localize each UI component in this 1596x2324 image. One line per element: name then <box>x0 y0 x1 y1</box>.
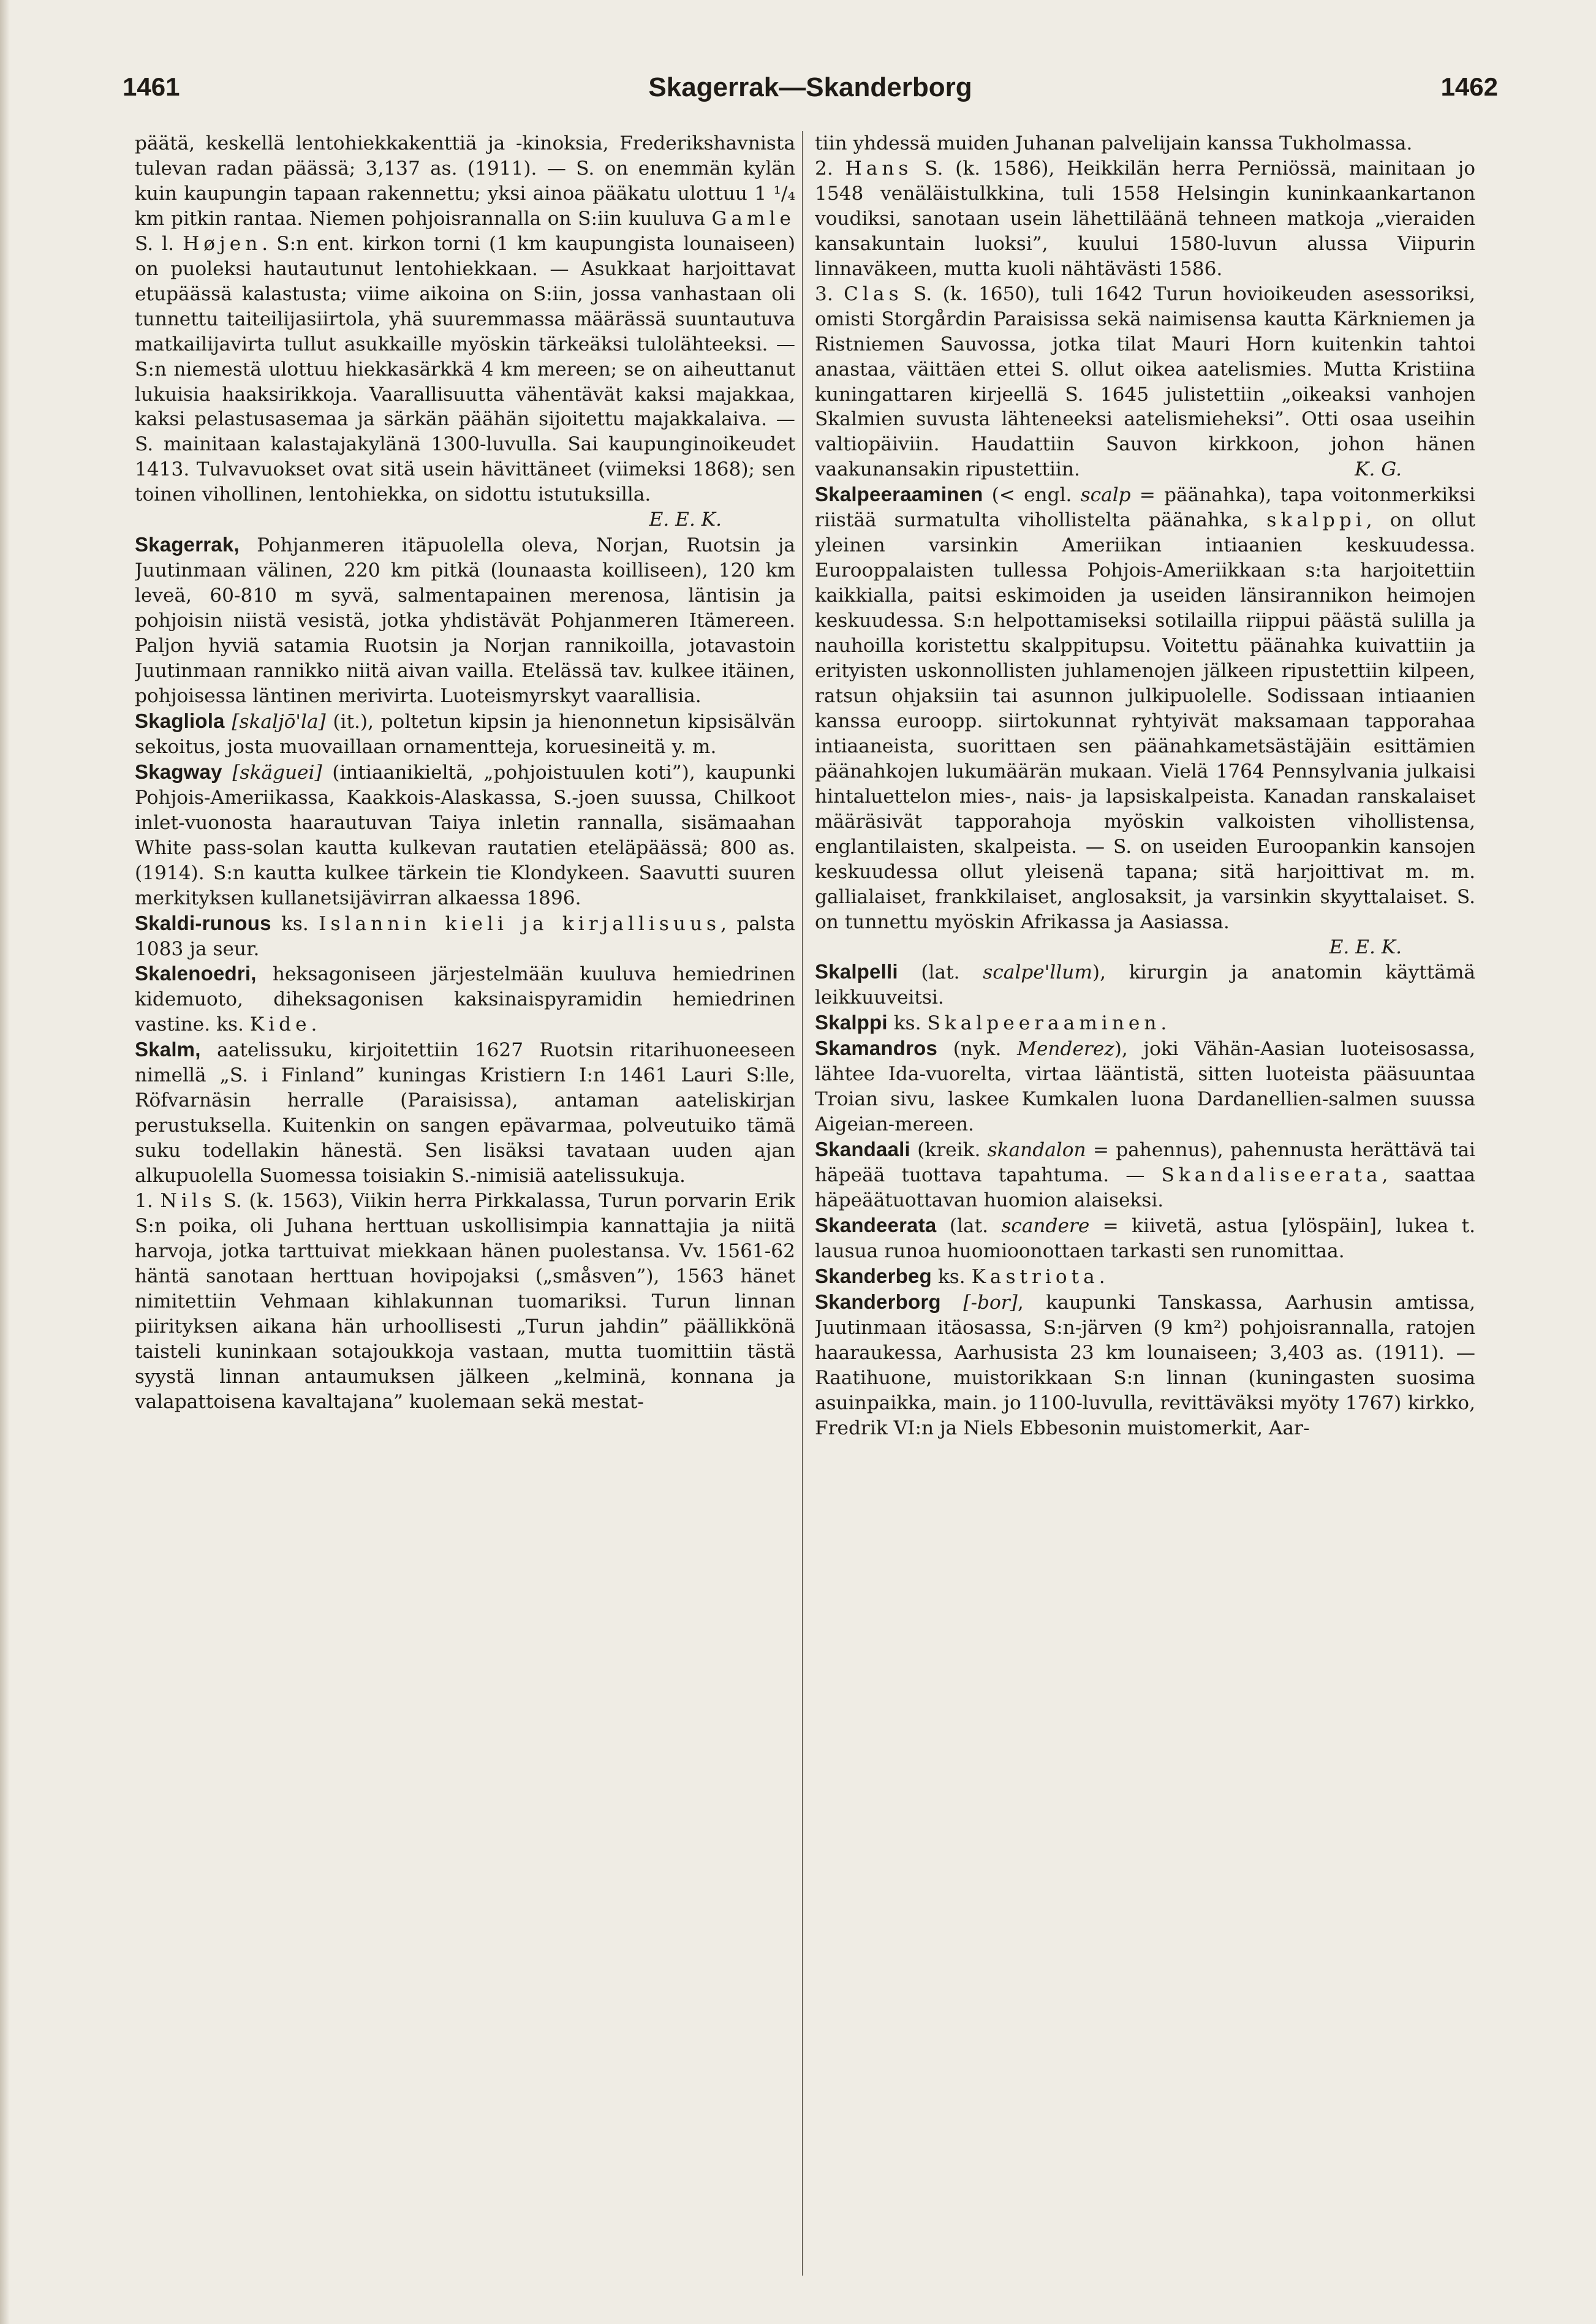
author-signature: E. E. K. <box>1329 936 1402 958</box>
page-number-right: 1462 <box>1440 72 1498 101</box>
page-header <box>123 72 1498 121</box>
entry-paragraph: Skagway [skäguei] (intiaanikieltä, „pohjoistuulen koti”), kaupunki Pohjois-Ameriikassa, Kaakkois-Alaskassa, S.-joen suussa, Chilkoot inlet-vuonosta haarautuvan Taiya inletin rannalla, sisämaahan White pass-solan kautta kulkevan rautatien eteläpäässä; 800 as. (1914). S:n kautta kulkee tärkein tie Klondykeen. Saavutti suuren merkityksen kullanetsijävirran alkaessa 1896. <box>135 760 795 909</box>
entry-paragraph: Skandeerata (lat. scandere = kiivetä, astua [ylöspäin], lukea t. lausua runoa huomioonottaen tarkasti sen runomittaa. <box>815 1213 1475 1262</box>
entry-paragraph: tiin yhdessä muiden Juhanan palvelijain kanssa Tukholmassa. <box>815 132 1413 154</box>
entry-paragraph: Skandaali (kreik. skandalon = pahennus), pahennusta herättävä tai häpeää tuottava tapahtuma. — Skandaliseerata, saattaa häpeäätuottavan huomion alaiseksi. <box>815 1138 1475 1212</box>
entry-paragraph: Skaldi-runous ks. Islannin kieli ja kirjallisuus, palsta 1083 ja seur. <box>135 911 795 960</box>
entry-paragraph: Skamandros (nyk. Menderez), joki Vähän-Aasian luoteisosassa, lähtee Ida-vuorelta, virtaa lääntistä, sitten luoteista pääsuuntaa Troian sivu, laskee Kumkalen luona Dardanellien-salmen suussa Aigeian-mereen. <box>815 1037 1475 1136</box>
author-signature: E. E. K. <box>649 509 722 531</box>
entry-paragraph: Skalm, aatelissuku, kirjoitettiin 1627 Ruotsin ritarihuoneeseen nimellä „S. i Finland” kuningas Kristiern I:n 1461 Lauri S:lle, Röfvarnäsin herralle (Paraisissa), antaman aateliskirjan perustuksella. Kuitenkin on sangen epävarmaa, polveutuiko tämä suku todellakin hänestä. Sen lisäksi tavataan uuden ajan alkupuolella Suomessa toisiakin S.-nimisiä aatelissukuja. <box>135 1038 795 1187</box>
entry-paragraph: Skalpeeraaminen (< engl. scalp = päänahka), tapa voitonmerkiksi riistää surmatulta vihollistelta päänahka, skalppi, on ollut yleinen varsinkin Ameriikan intiaanien keskuudessa. Eurooppalaisten tullessa Pohjois-Ameriikkaan s:ta harjoitettiin kaikkialla, paitsi eskimoiden ja useiden länsirannikon heimojen keskuudessa. S:n helpottamiseksi sotilailla riippui päästä sulilla ja nauhoilla koristettu skalppitupsu. Voitettu päänahka kuivattiin ja erityisten uskonnollisten juhlamenojen jälkeen ripustettiin kilpeen, ratsun ohjaksiin tai asunnon julkipuolelle. Sodissaan intiaanien kanssa euroopp. siirtokunnat ryhtyivät maksamaan tapporahaa intiaaneista, suorittaen sen päänahkametsästäjäin esittämien päänahkojen lukumäärän mukaan. Vielä 1764 Pennsylvania julkaisi hintaluettelon mies-, nais- ja lapsiskalpeista. Kanadan ranskalaiset määräsivät tapporahoja myöskin valkoisten vihollistensa, englantilaisten, skalpeista. — S. on useiden Euroopankin kansojen keskuudessa ollut yleisenä tapana; sitä harjoittivat m. m. gallialaiset, frankkilaiset, anglosaksit, ja varsinkin skyyttalaiset. S. on tunnettu myöskin Afrikassa ja Aasiassa. <box>815 483 1475 933</box>
entry-paragraph: päätä, keskellä lentohiekkakenttiä ja -kinoksia, Frederikshavnista tulevan radan päässä; 3,137 as. (1911). — S. on enemmän kylän kuin kaupungin tapaan rakennettu; yksi ainoa pääkatu ulottuu 1 ¹/₄ km pitkin rantaa. Niemen pohjoisrannalla on S:iin kuuluva Gamle S. l. Højen. S:n ent. kirkon torni (1 km kaupungista lounaiseen) on puoleksi hautautunut lentohiekkaan. — Asukkaat harjoittavat etupäässä kalastusta; viime aikoina on S:iin, jossa vanhastaan oli tunnettu taiteilijasiirtola, yhä suuremmassa määrässä suuntautuva matkailijavirta tullut asukkaille myöskin tärkeäksi tulolähteeksi. — S:n niemestä ulottuu hiekkasärkkä 4 km mereen; se on aiheuttanut lukuisia haaksirikkoja. Vaarallisuutta vähentävät kaksi majakkaa, kaksi pelastusasemaa ja särkän päähän sijoitettu majakkalaiva. — S. mainitaan kalastajakylänä 1300-luvulla. Sai kaupunginoikeudet 1413. Tulvavuokset ovat sitä usein hävittäneet (viimeksi 1868); sen toinen vihollinen, lentohiekka, on sidottu istutuksilla. <box>135 132 795 506</box>
left-column <box>135 131 795 2288</box>
entry-paragraph: Skagerrak, Pohjanmeren itäpuolella oleva, Norjan, Ruotsin ja Juutinmaan välinen, 220 km pitkä (lounaasta koilliseen), 120 km leveä, 60-810 m syvä, salmentapainen merenosa, läntisin ja pohjoisin niistä vesistä, jotka yhdistävät Pohjanmeren Itämereen. Paljon hyviä satamia Ruotsin ja Norjan rannikoilla, jotavastoin Juutinmaan rannikko niitä aivan vailla. Etelässä tav. kulkee itäinen, pohjoisessa läntinen merivirta. Luoteismyrskyt vaarallisia. <box>135 533 795 707</box>
entry-paragraph: Skalenoedri, heksagoniseen järjestelmään kuuluva hemiedrinen kidemuoto, diheksagonisen kaksinaispyramidin hemiedrinen vastine. ks. Kide. <box>135 962 795 1036</box>
right-column <box>815 131 1475 2288</box>
entry-paragraph: Skanderbeg ks. Kastriota. <box>815 1264 1105 1288</box>
entry-paragraph: Skalpelli (lat. scalpe'llum), kirurgin ja anatomin käyttämä leikkuuveitsi. <box>815 960 1475 1009</box>
entry-paragraph: 3. Clas S. (k. 1650), tuli 1642 Turun hovioikeuden asessoriksi, omisti Storgårdin Paraisissa sekä naimisensa kautta Kärkniemen ja Ristniemen Sauvossa, jotka tilat Mauri Horn kuitenkin tahtoi anastaa, väittäen ettei S. ollut oikea aatelismies. Mutta Kristiina kuningattaren kirjeellä S. 1645 julistettiin „oikeaksi vanhojen Skalmien suvusta lähteneeksi aatelismieheksi”. Otti osaa useihin valtiopäiviin. Haudattiin Sauvon kirkkoon, johon hänen vaakunansakin ripustettiin. K. G. <box>815 282 1475 481</box>
entry-paragraph: Skalppi ks. Skalpeeraaminen. <box>815 1011 1167 1035</box>
book-spine-shadow <box>0 0 10 2324</box>
column-divider <box>802 131 803 2276</box>
entry-paragraph: Skagliola [skaljō'la] (it.), poltetun kipsin ja hienonnetun kipsisälvän sekoitus, josta muovaillaan ornamentteja, koruesineitä y. m. <box>135 709 795 758</box>
page-number-left: 1461 <box>123 72 180 101</box>
running-title: Skagerrak—Skanderborg <box>648 72 972 102</box>
entry-paragraph: Skanderborg [-bor], kaupunki Tanskassa, Aarhusin amtissa, Juutinmaan itäosassa, S:n-järven (9 km²) pohjoisrannalla, ratojen haaraukessa, Aarhusista 23 km lounaiseen; 3,403 as. (1911). — Raatihuone, muistorikkaan S:n linnan (kuningasten suosima asuinpaikka, main. jo 1100-luvulla, revittäväksi myöty 1767) kirkko, Fredrik VI:n ja Niels Ebbesonin muistomerkit, Aar- <box>815 1290 1475 1439</box>
entry-paragraph: 1. Nils S. (k. 1563), Viikin herra Pirkkalassa, Turun porvarin Erik S:n poika, oli Juhana herttuan uskollisimpia kannattajia ja niitä harvoja, jotka tarttuivat miekkaan hänen puolestansa. Vv. 1561-62 häntä sanotaan herttuan hovipojaksi („småsven”), 1563 hänet nimitettiin Vehmaan kihlakunnan tuomariksi. Turun linnan piirityksen aikana hän urhoollisesti „Turun jahdin” päällikkönä taisteli kuninkaan sotajoukkoja vastaan, mutta tuomittiin tästä syystä linnan antaumuksen jälkeen „kelminä, konnana ja valapattoisena kavaltajana” kuolemaan sekä mestat- <box>135 1190 795 1413</box>
entry-paragraph: 2. Hans S. (k. 1586), Heikkilän herra Perniössä, mainitaan jo 1548 venäläistulkkina, tuli 1558 Helsingin kuninkaankartanon voudiksi, sanotaan usein lähettiläänä tehneen matkoja „vieraiden kansakuntain luoksi”, kuului 1580-luvun alussa Viipurin linnaväkeen, mutta kuoli nähtävästi 1586. <box>815 157 1475 280</box>
